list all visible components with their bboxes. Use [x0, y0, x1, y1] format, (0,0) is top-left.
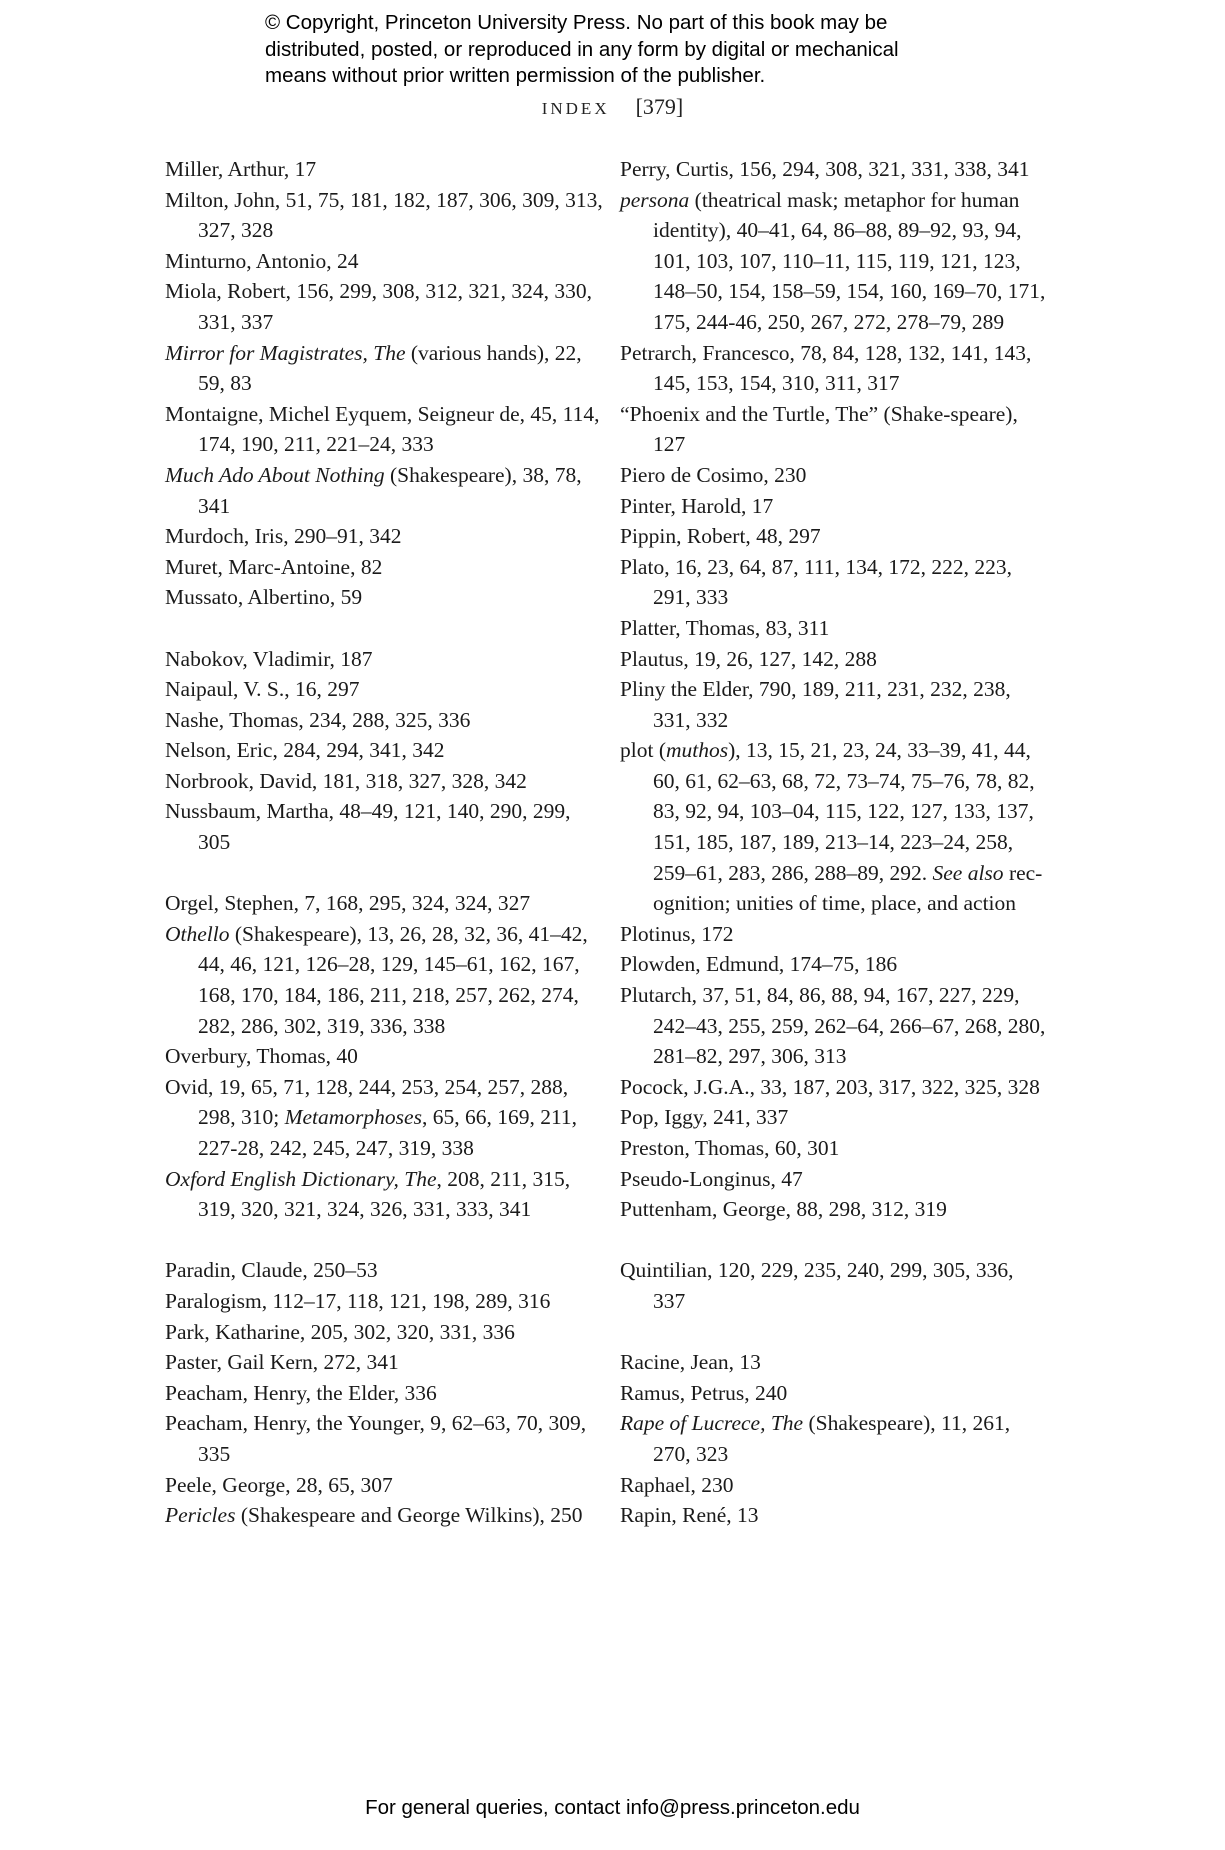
index-entry-text: Rapin, René, 13: [620, 1503, 759, 1528]
index-column-right: [620, 154, 1050, 1531]
index-entry: [165, 919, 605, 1041]
index-entry-text: Petrarch, Francesco, 78, 84, 128, 132, 141, 143, 145, 153, 154, 310, 311, 317: [620, 340, 1032, 396]
index-entry-text: Paradin, Claude, 250–53: [165, 1258, 378, 1283]
index-entry-text: Puttenham, George, 88, 298, 312, 319: [620, 1197, 947, 1222]
index-entry: [620, 1347, 1050, 1378]
index-column-left: [165, 154, 605, 1531]
index-entry-title: See also: [932, 860, 1004, 885]
index-entry-text: ), 13, 15, 21, 23, 24, 33–39, 41, 44, 60, 61, 62–63, 68, 72, 73–74, 75–76, 78, 82, 83, 92, 94, 103–04, 115, 122, 127, 133, 137, 151, 185, 187, 189, 213–14, 223–24, 258, 259–61, 283, 286, 288–89, 292.: [653, 738, 1035, 885]
index-entry-text: Plato, 16, 23, 64, 87, 111, 134, 172, 222, 223, 291, 333: [620, 554, 1012, 610]
index-entry: [165, 1072, 605, 1164]
index-entry: [620, 644, 1050, 675]
index-entry-text: (various hands), 22, 59, 83: [198, 340, 582, 396]
index-entry-text: (Shakespeare), 11, 261, 270, 323: [653, 1411, 1011, 1466]
index-entry: [165, 1500, 605, 1531]
running-head-title: INDEX: [541, 99, 610, 118]
index-entry: [620, 1194, 1050, 1225]
index-entry: [620, 552, 1050, 613]
index-entry-text: Muret, Marc-Antoine, 82: [165, 554, 383, 579]
index-entry: [165, 1255, 605, 1286]
index-entry-text: Pseudo-Longinus, 47: [620, 1166, 803, 1191]
index-entry: [620, 613, 1050, 644]
index-entry-text: Piero de Cosimo, 230: [620, 462, 807, 487]
index-entry-text: Quintilian, 120, 229, 235, 240, 299, 305, 336, 337: [620, 1258, 1014, 1313]
index-entry: [620, 1378, 1050, 1409]
index-entry: [165, 1470, 605, 1501]
index-entry: [620, 1164, 1050, 1195]
index-entry-text: Norbrook, David, 181, 318, 327, 328, 342: [165, 768, 527, 793]
index-entry: [165, 888, 605, 919]
index-entry: [165, 735, 605, 766]
index-entry-text: Pippin, Robert, 48, 297: [620, 524, 821, 549]
copyright-notice: [265, 10, 1025, 90]
index-entry-text: Ramus, Petrus, 240: [620, 1380, 788, 1405]
index-entry-text: (Shakespeare and George Wilkins), 250: [235, 1503, 583, 1528]
copyright-line: means without prior written permission of the publisher.: [265, 64, 766, 87]
index-entry-title: Much Ado About Nothing: [165, 462, 385, 487]
page-number: [379]: [635, 94, 684, 119]
footer-contact: For general queries, contact info@press.princeton.edu: [365, 1796, 860, 1819]
index-entry: [620, 399, 1050, 460]
copyright-line: distributed, posted, or reproduced in any form by digital or mechanical: [265, 37, 899, 61]
index-entry-text: Orgel, Stephen, 7, 168, 295, 324, 324, 327: [165, 891, 531, 916]
index-entry: [620, 949, 1050, 980]
index-entry-text: Peele, George, 28, 65, 307: [165, 1472, 393, 1497]
running-head: [0, 94, 1225, 120]
index-entry-text: (theatrical mask; metaphor for human identity), 40–41, 64, 86–88, 89–92, 93, 94, 101, 103, 107, 110–11, 115, 119, 121, 123, 148–50, 154, 158–59, 154, 160, 169–70, 171, 175, 244-46, 250, 267, 272, 278–79, 289: [653, 187, 1046, 334]
index-entry: [620, 338, 1050, 399]
index-entry: [620, 1500, 1050, 1531]
index-entry-text: Nabokov, Vladimir, 187: [165, 646, 373, 671]
index-entry-text: Overbury, Thomas, 40: [165, 1044, 358, 1069]
index-entry: [165, 1317, 605, 1348]
index-entry-text: (Shakespeare), 38, 78, 341: [198, 462, 582, 518]
index-entry-text: Naipaul, V. S., 16, 297: [165, 677, 360, 702]
index-entry-text: Peacham, Henry, the Elder, 336: [165, 1380, 437, 1405]
index-entry: [165, 766, 605, 797]
index-entry-text: Paster, Gail Kern, 272, 341: [165, 1350, 399, 1375]
index-entry: [620, 980, 1050, 1072]
index-entry-text: “Phoenix and the Turtle, The” (Shake-speare), 127: [620, 401, 1018, 457]
index-entry-text: Park, Katharine, 205, 302, 320, 331, 336: [165, 1319, 515, 1344]
index-entry: [165, 1164, 605, 1225]
index-entry-text: , 65, 66, 169, 211, 227-28, 242, 245, 247, 319, 338: [198, 1105, 578, 1160]
index-entry: [620, 185, 1050, 338]
index-entry-text: Milton, John, 51, 75, 181, 182, 187, 306, 309, 313, 327, 328: [165, 187, 603, 243]
index-entry-text: Pocock, J.G.A., 33, 187, 203, 317, 322, 325, 328: [620, 1074, 1040, 1099]
index-entry: [165, 185, 605, 246]
index-entry: [165, 644, 605, 675]
index-entry: [620, 491, 1050, 522]
index-entry-text: Perry, Curtis, 156, 294, 308, 321, 331, 338, 341: [620, 157, 1030, 181]
index-entry: [165, 705, 605, 736]
index-entry: [165, 246, 605, 277]
index-entry-text: Peacham, Henry, the Younger, 9, 62–63, 70, 309, 335: [165, 1411, 587, 1466]
index-entry: [620, 1102, 1050, 1133]
index-entry-text: plot (: [620, 738, 666, 763]
index-entry-text: Pop, Iggy, 241, 337: [620, 1105, 789, 1130]
index-entry: [620, 1133, 1050, 1164]
index-entry: [165, 460, 605, 521]
index-entry: [165, 154, 605, 185]
index-entry-text: Plotinus, 172: [620, 921, 734, 946]
index-entry-title: Oxford English Dictionary, The: [165, 1166, 437, 1191]
index-entry: [165, 582, 605, 613]
index-entry-text: Plautus, 19, 26, 127, 142, 288: [620, 646, 877, 671]
index-entry: [165, 1347, 605, 1378]
index-entry-text: Miller, Arthur, 17: [165, 157, 317, 181]
index-entry-text: Plutarch, 37, 51, 84, 86, 88, 94, 167, 227, 229, 242–43, 255, 259, 262–64, 266–67, 268, 280, 281–82, 297, 306, 313: [620, 983, 1046, 1069]
index-entry: [620, 1408, 1050, 1469]
copyright-line: © Copyright, Princeton University Press. No part of this book may be: [265, 11, 888, 34]
index-entry-text: Pliny the Elder, 790, 189, 211, 231, 232, 238, 331, 332: [620, 677, 1011, 732]
index-entry-text: Pinter, Harold, 17: [620, 493, 774, 518]
index-entry-text: Plowden, Edmund, 174–75, 186: [620, 952, 898, 977]
index-entry: [165, 338, 605, 399]
index-entry-text: Ovid, 19, 65, 71, 128, 244, 253, 254, 257, 288, 298, 310;: [165, 1074, 569, 1130]
index-entry-text: Minturno, Antonio, 24: [165, 248, 359, 273]
index-entry-text: Nussbaum, Martha, 48–49, 121, 140, 290, 299, 305: [165, 799, 571, 855]
index-entry: [165, 521, 605, 552]
index-entry-title: Pericles: [165, 1503, 236, 1528]
index-entry: [165, 552, 605, 583]
index-entry-title: Metamorphoses: [284, 1105, 422, 1130]
index-entry: [165, 276, 605, 337]
index-entry: [165, 1041, 605, 1072]
index-entry-title: Mirror for Magistrates, The: [165, 340, 406, 365]
index-entry-text: Paralogism, 112–17, 118, 121, 198, 289, 316: [165, 1288, 551, 1313]
index-entry-text: Platter, Thomas, 83, 311: [620, 615, 830, 640]
index-entry-title: Rape of Lucrece, The: [620, 1411, 804, 1436]
index-entry-text: Nashe, Thomas, 234, 288, 325, 336: [165, 707, 471, 732]
index-entry: [620, 521, 1050, 552]
index-entry-text: rec-ognition; unities of time, place, and action: [653, 860, 1043, 916]
index-entry-title: muthos: [665, 738, 729, 763]
index-entry: [165, 1286, 605, 1317]
index-entry-text: Murdoch, Iris, 290–91, 342: [165, 524, 402, 549]
index-entry: [620, 919, 1050, 950]
index-entry-text: Preston, Thomas, 60, 301: [620, 1136, 840, 1160]
index-entry-text: Montaigne, Michel Eyquem, Seigneur de, 45, 114, 174, 190, 211, 221–24, 333: [165, 401, 600, 457]
index-entry-title: Othello: [165, 921, 230, 946]
index-entry: [620, 154, 1050, 185]
index-entry-text: Racine, Jean, 13: [620, 1350, 761, 1375]
index-entry: [620, 735, 1050, 919]
index-entry: [165, 399, 605, 460]
index-entry-title: persona: [620, 187, 690, 212]
index-entry-text: Mussato, Albertino, 59: [165, 585, 363, 610]
index-entry: [620, 674, 1050, 735]
index-entry: [165, 674, 605, 705]
index-entry-text: Miola, Robert, 156, 299, 308, 312, 321, 324, 330, 331, 337: [165, 279, 592, 334]
index-entry: [620, 1072, 1050, 1103]
index-entry-text: Nelson, Eric, 284, 294, 341, 342: [165, 738, 445, 763]
index-entry: [165, 796, 605, 857]
index-entry: [165, 1408, 605, 1469]
index-entry-text: , 208, 211, 315, 319, 320, 321, 324, 326, 331, 333, 341: [198, 1166, 571, 1222]
index-entry: [620, 460, 1050, 491]
index-entry: [165, 1378, 605, 1409]
index-entry-text: (Shakespeare), 13, 26, 28, 32, 36, 41–42, 44, 46, 121, 126–28, 129, 145–61, 162, 167, 168, 170, 184, 186, 211, 218, 257, 262, 274, 282, 286, 302, 319, 336, 338: [198, 921, 588, 1038]
index-entry: [620, 1255, 1050, 1316]
index-entry-text: Raphael, 230: [620, 1472, 734, 1497]
index-entry: [620, 1470, 1050, 1501]
